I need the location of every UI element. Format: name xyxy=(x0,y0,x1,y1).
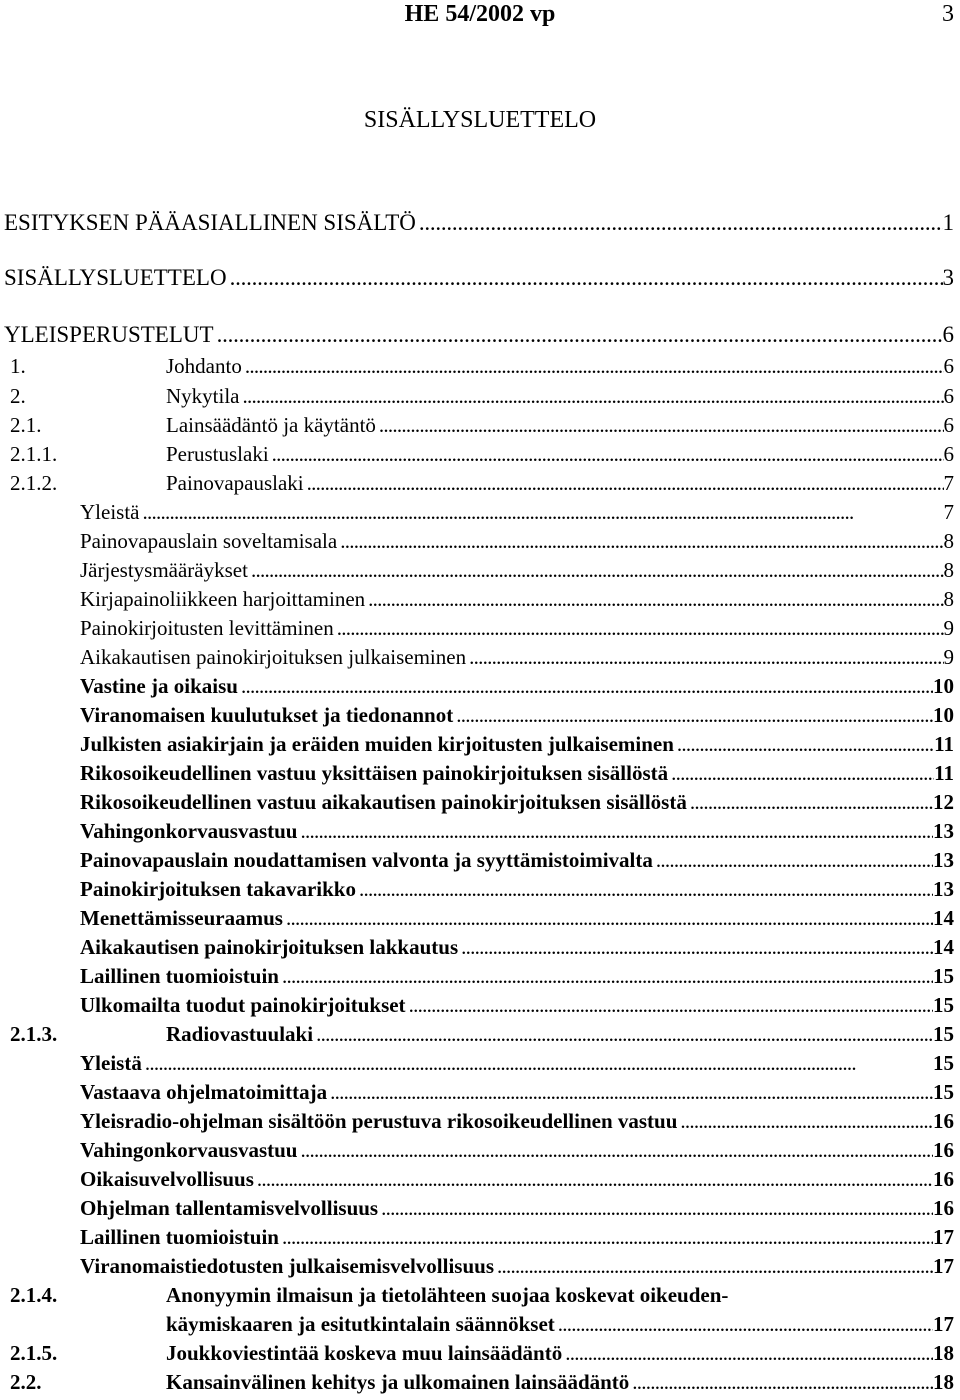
toc-entry xyxy=(80,1137,954,1163)
toc-entry-title: Kansainvälinen kehitys ja ulkomainen lainsäädäntö xyxy=(166,1370,630,1394)
toc-entry xyxy=(4,265,954,291)
toc-entry-title: Nykytila xyxy=(166,384,240,408)
toc-entry-page: 13 xyxy=(933,819,954,843)
toc-entry xyxy=(80,586,954,612)
toc-entry xyxy=(80,818,954,844)
toc-entry-title: Vastine ja oikaisu xyxy=(80,674,238,698)
toc-entry-title: Painovapauslaki xyxy=(166,471,304,495)
toc-dot-leader xyxy=(282,1224,933,1250)
toc-entry-title: Ulkomailta tuodut painokirjoitukset xyxy=(80,993,406,1017)
toc-entry-page: 16 xyxy=(933,1167,954,1191)
toc-entry-title: Järjestysmääräykset xyxy=(80,558,248,582)
toc-entry xyxy=(80,789,954,815)
toc-entry-title: Johdanto xyxy=(166,354,242,378)
toc-entry xyxy=(4,322,954,348)
toc-entry xyxy=(80,499,954,525)
toc-entry xyxy=(80,760,954,786)
toc-entry-title: Perustuslaki xyxy=(166,442,269,466)
toc-dot-leader xyxy=(469,644,943,670)
toc-entry-title: Yleistä xyxy=(80,1051,142,1075)
toc-dot-leader xyxy=(456,702,933,728)
toc-entry-page: 15 xyxy=(933,1080,954,1104)
toc-dot-leader xyxy=(286,905,933,931)
toc-entry-number: 2.1.2. xyxy=(10,471,58,495)
toc-entry-title: Laillinen tuomioistuin xyxy=(80,964,279,988)
toc-dot-leader xyxy=(690,789,933,815)
toc-entry xyxy=(10,1369,954,1395)
toc-dot-leader xyxy=(359,876,933,902)
toc-entry-page: 10 xyxy=(933,703,954,727)
toc-entry xyxy=(80,1224,954,1250)
toc-entry-title: Joukkoviestintää koskeva muu lainsäädäntö xyxy=(166,1341,563,1365)
toc-entry-number: 2.1. xyxy=(10,413,42,437)
toc-entry-title: Kirjapainoliikkeen harjoittaminen xyxy=(80,587,366,611)
toc-entry xyxy=(80,1050,954,1076)
toc-entry xyxy=(80,702,954,728)
toc-entry xyxy=(80,1079,954,1105)
toc-entry-title: käymiskaaren ja esitutkintalain säännökset xyxy=(166,1312,555,1336)
toc-entry xyxy=(10,412,954,438)
toc-entry xyxy=(80,644,954,670)
toc-entry xyxy=(80,934,954,960)
toc-entry-page: 3 xyxy=(942,265,954,290)
toc-entry-page: 12 xyxy=(933,790,954,814)
toc-entry-title: ESITYKSEN PÄÄASIALLINEN SISÄLTÖ xyxy=(4,210,416,235)
toc-entry xyxy=(80,992,954,1018)
toc-entry-title: Lainsäädäntö ja käytäntö xyxy=(166,413,376,437)
toc-entry-title: Rikosoikeudellinen vastuu aikakautisen painokirjoituksen sisällöstä xyxy=(80,790,687,814)
toc-dot-leader xyxy=(243,383,944,409)
toc-entry-title: Painovapauslain noudattamisen valvonta ja syyttämistoimivalta xyxy=(80,848,653,872)
toc-entry-page: 14 xyxy=(933,906,954,930)
toc-dot-leader xyxy=(257,1166,933,1192)
toc-entry-title: Anonyymin ilmaisun ja tietolähteen suojaa koskevat oikeuden- xyxy=(166,1283,729,1307)
toc-entry-title: Painokirjoitusten levittäminen xyxy=(80,616,334,640)
toc-entry xyxy=(10,1021,954,1047)
toc-entry-page: 1 xyxy=(942,210,954,235)
toc-entry xyxy=(10,470,954,496)
toc-dot-leader xyxy=(381,1195,933,1221)
toc-entry-number: 1. xyxy=(10,354,26,378)
toc-entry-number: 2.1.1. xyxy=(10,442,58,466)
toc-entry-title: Oikaisuvelvollisuus xyxy=(80,1167,254,1191)
toc-entry-page: 6 xyxy=(942,322,954,347)
toc-entry-page: 6 xyxy=(943,413,954,437)
toc-dot-leader xyxy=(337,615,944,641)
toc-entry xyxy=(80,1166,954,1192)
toc-entry xyxy=(80,528,954,554)
toc-entry-page: 17 xyxy=(933,1312,954,1336)
toc-entry-title: YLEISPERUSTELUT xyxy=(4,322,214,347)
toc-entry-title: Menettämisseuraamus xyxy=(80,906,283,930)
toc-entry-page: 9 xyxy=(943,616,954,640)
toc-entry-title: Aikakautisen painokirjoituksen julkaiseminen xyxy=(80,645,467,669)
toc-entry-page: 11 xyxy=(934,732,954,756)
toc-entry-title: Vahingonkorvausvastuu xyxy=(80,819,298,843)
toc-dot-leader xyxy=(677,731,934,757)
toc-entry-page: 18 xyxy=(933,1370,954,1394)
toc-dot-leader xyxy=(671,760,934,786)
toc-entry-page: 16 xyxy=(933,1138,954,1162)
toc-dot-leader xyxy=(656,847,933,873)
toc-entry-page: 8 xyxy=(943,587,954,611)
toc-entry-title: Laillinen tuomioistuin xyxy=(80,1225,279,1249)
toc-entry-page: 10 xyxy=(933,674,954,698)
toc-entry-page: 6 xyxy=(943,354,954,378)
toc-dot-leader xyxy=(145,1050,933,1076)
toc-entry xyxy=(80,673,954,699)
toc-entry-page: 7 xyxy=(943,500,954,524)
toc-dot-leader xyxy=(680,1108,933,1134)
toc-entry-title: Yleistä xyxy=(80,500,140,524)
toc-entry xyxy=(80,1253,954,1279)
toc-dot-leader xyxy=(301,1137,934,1163)
toc-entry-page: 6 xyxy=(943,384,954,408)
toc-dot-leader xyxy=(497,1253,933,1279)
toc-entry xyxy=(10,441,954,467)
toc-entry-page: 17 xyxy=(933,1225,954,1249)
toc-entry xyxy=(166,1311,954,1337)
toc-entry xyxy=(80,557,954,583)
toc-dot-leader xyxy=(316,1021,933,1047)
toc-dot-leader xyxy=(558,1311,933,1337)
toc-dot-leader xyxy=(230,265,943,291)
document-id: HE 54/2002 vp xyxy=(404,1,556,27)
toc-dot-leader xyxy=(419,210,943,236)
toc-dot-leader xyxy=(461,934,933,960)
toc-entry xyxy=(10,353,954,379)
toc-entry-page: 15 xyxy=(933,1022,954,1046)
toc-entry-title: Vahingonkorvausvastuu xyxy=(80,1138,298,1162)
toc-entry-page: 15 xyxy=(933,964,954,988)
toc-entry-title: SISÄLLYSLUETTELO xyxy=(4,265,227,290)
toc-entry-page: 16 xyxy=(933,1196,954,1220)
toc-entry-page: 11 xyxy=(934,761,954,785)
toc-dot-leader xyxy=(340,528,943,554)
toc-entry-number: 2.2. xyxy=(10,1370,42,1394)
toc-dot-leader xyxy=(251,557,944,583)
toc-dot-leader xyxy=(368,586,943,612)
toc-entry-page: 15 xyxy=(933,1051,954,1075)
toc-dot-leader xyxy=(217,322,943,348)
toc-dot-leader xyxy=(330,1079,933,1105)
toc-entry-number: 2. xyxy=(10,384,26,408)
toc-dot-leader xyxy=(379,412,944,438)
toc-entry xyxy=(10,1340,954,1366)
toc-entry-page: 13 xyxy=(933,848,954,872)
toc-entry-page: 7 xyxy=(943,471,954,495)
toc-entry-title: Ohjelman tallentamisvelvollisuus xyxy=(80,1196,379,1220)
toc-dot-leader xyxy=(272,441,944,467)
toc-entry-title: Painovapauslain soveltamisala xyxy=(80,529,338,553)
toc-dot-leader xyxy=(241,673,933,699)
toc-entry-page: 17 xyxy=(933,1254,954,1278)
toc-dot-leader xyxy=(282,963,933,989)
toc-dot-leader xyxy=(632,1369,933,1395)
toc-dot-leader xyxy=(245,353,944,379)
toc-dot-leader xyxy=(565,1340,933,1366)
toc-dot-leader xyxy=(307,470,944,496)
toc-entry xyxy=(80,615,954,641)
toc-entry-title: Aikakautisen painokirjoituksen lakkautus xyxy=(80,935,459,959)
toc-entry-page: 6 xyxy=(943,442,954,466)
toc-entry-page: 14 xyxy=(933,935,954,959)
toc-entry-number: 2.1.4. xyxy=(10,1283,58,1307)
toc-entry xyxy=(80,847,954,873)
toc-entry-title: Rikosoikeudellinen vastuu yksittäisen painokirjoituksen sisällöstä xyxy=(80,761,669,785)
toc-entry xyxy=(80,1195,954,1221)
toc-dot-leader xyxy=(301,818,934,844)
toc-entry xyxy=(80,1108,954,1134)
toc-entry-page: 13 xyxy=(933,877,954,901)
toc-entry-title: Painokirjoituksen takavarikko xyxy=(80,877,356,901)
toc-entry-number: 2.1.5. xyxy=(10,1341,58,1365)
toc-entry-title: Yleisradio-ohjelman sisältöön perustuva rikosoikeudellinen vastuu xyxy=(80,1109,678,1133)
toc-entry xyxy=(80,731,954,757)
toc-entry-title: Viranomaisen kuulutukset ja tiedonannot xyxy=(80,703,454,727)
toc-entry-title: Radiovastuulaki xyxy=(166,1022,314,1046)
toc-entry-page: 8 xyxy=(943,558,954,582)
toc-entry-page: 9 xyxy=(943,645,954,669)
toc-entry-page: 15 xyxy=(933,993,954,1017)
toc-entry-page: 8 xyxy=(943,529,954,553)
toc-entry xyxy=(80,876,954,902)
toc-entry xyxy=(80,905,954,931)
toc-entry-number: 2.1.3. xyxy=(10,1022,58,1046)
toc-entry-title: Vastaava ohjelmatoimittaja xyxy=(80,1080,328,1104)
toc-entry xyxy=(10,383,954,409)
toc-entry xyxy=(4,210,954,236)
toc-dot-leader xyxy=(142,499,943,525)
toc-entry-page: 18 xyxy=(933,1341,954,1365)
toc-entry-title: Julkisten asiakirjain ja eräiden muiden kirjoitusten julkaiseminen xyxy=(80,732,674,756)
toc-entry-page: 16 xyxy=(933,1109,954,1133)
page-number: 3 xyxy=(942,1,954,27)
toc-entry-title: Viranomaistiedotusten julkaisemisvelvollisuus xyxy=(80,1254,495,1278)
page-title: SISÄLLYSLUETTELO xyxy=(363,107,597,133)
toc-dot-leader xyxy=(409,992,933,1018)
toc-entry xyxy=(80,963,954,989)
toc-entry xyxy=(10,1282,954,1308)
